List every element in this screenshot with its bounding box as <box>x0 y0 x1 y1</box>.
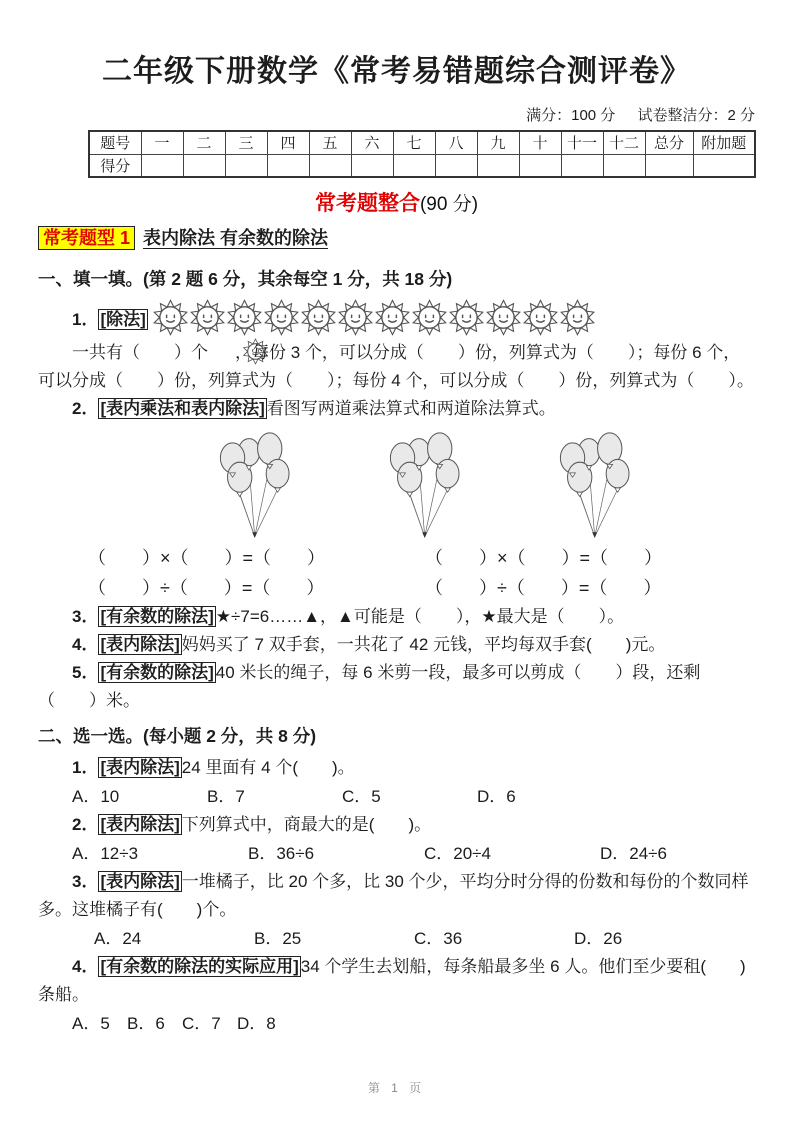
col-header: 四 <box>267 131 309 154</box>
choice3-text <box>38 868 755 924</box>
q1-number: 1． <box>72 310 99 329</box>
score-cell <box>645 154 693 177</box>
col-header: 八 <box>435 131 477 154</box>
score-table-header-row <box>89 131 755 154</box>
option-d: D．8 <box>237 1014 276 1033</box>
score-cell <box>225 154 267 177</box>
choice2-topic-tag: [表内除法] <box>100 815 180 834</box>
q1-head <box>38 299 755 336</box>
sun-icon <box>522 299 559 336</box>
sun-icon <box>152 299 189 336</box>
choice1-number: 1． <box>72 758 99 777</box>
option-c: C．20÷4 <box>424 844 491 863</box>
q3-number: 3． <box>72 607 99 626</box>
sun-icon <box>208 338 235 365</box>
col-header: 十一 <box>561 131 603 154</box>
balloon-bunch-image <box>360 425 488 543</box>
q3-topic-tag: [有余数的除法] <box>100 607 214 626</box>
option-a: A．12÷3 <box>72 844 139 863</box>
option-b: B．6 <box>127 1014 165 1033</box>
option-c: C．36 <box>414 929 463 948</box>
q5-topic-tag: [有余数的除法] <box>100 663 214 682</box>
multiplication-equation-blank: （ ）×（ ）=（ ） <box>88 548 326 568</box>
option-d: D．24÷6 <box>600 844 667 863</box>
division-equation-blank: （ ）÷（ ）=（ ） <box>425 578 662 598</box>
sun-icon <box>448 299 485 336</box>
option-d: D．26 <box>574 929 623 948</box>
option-b: B．7 <box>207 787 245 806</box>
choice2-body: 下列算式中，商最大的是( )。 <box>181 815 432 834</box>
balloon-row <box>190 425 755 543</box>
page-number: 第 1 页 <box>367 1081 426 1095</box>
col-header-total: 总分 <box>645 131 693 154</box>
choice4-topic-tag: [有余数的除法的实际应用] <box>100 957 299 976</box>
topic-line <box>38 224 755 250</box>
sun-icon <box>374 299 411 336</box>
choice4-options <box>38 1009 755 1038</box>
option-a: A．5 <box>72 1014 110 1033</box>
division-equation-blank: （ ）÷（ ）=（ ） <box>88 578 325 598</box>
score-cell <box>519 154 561 177</box>
full-score-label: 满分：100 分 <box>526 107 616 124</box>
score-cell <box>477 154 519 177</box>
score-cell <box>693 154 755 177</box>
topic-title: 表内除法 有余数的除法 <box>143 228 329 248</box>
score-cell <box>603 154 645 177</box>
choice3-options <box>38 924 755 953</box>
section-heading-red: 常考题整合 <box>314 192 420 215</box>
score-cell <box>351 154 393 177</box>
col-header: 九 <box>477 131 519 154</box>
sun-icon <box>300 299 337 336</box>
choice4-text <box>38 953 755 1009</box>
sun-icon <box>337 299 374 336</box>
option-b: B．25 <box>254 929 302 948</box>
option-d: D．6 <box>477 787 516 806</box>
page-title: 二年级下册数学《常考易错题综合测评卷》 <box>102 55 691 88</box>
col-header: 一 <box>141 131 183 154</box>
q3-text <box>38 603 755 631</box>
q1-text-after: ，每份 3 个，可以分成（ ）份，列算式为（ ）；每份 6 个，可以分成（ ）份，列算式为（ ）；每份 4 个，可以分成（ ）份，列算式为（ ）。 <box>38 343 754 390</box>
option-b: B．36÷6 <box>248 844 315 863</box>
choice2-text <box>38 811 755 839</box>
col-header: 三 <box>225 131 267 154</box>
option-c: C．5 <box>342 787 381 806</box>
choice3-topic-tag: [表内除法] <box>100 872 180 891</box>
sun-icon <box>559 299 596 336</box>
choice3-number: 3． <box>72 872 99 891</box>
neatness-score-label: 试卷整洁分：2 分 <box>637 107 755 124</box>
q5-text <box>38 659 755 715</box>
choice4-number: 4． <box>72 957 99 976</box>
section-heading <box>38 187 755 217</box>
col-header: 二 <box>183 131 225 154</box>
choice1-body: 24 里面有 4 个( )。 <box>181 758 355 777</box>
col-header: 十 <box>519 131 561 154</box>
q4-text <box>38 631 755 659</box>
q2-text <box>38 395 755 423</box>
sun-icon <box>263 299 300 336</box>
sun-icon <box>485 299 522 336</box>
col-header: 十二 <box>603 131 645 154</box>
score-cell <box>309 154 351 177</box>
balloon-bunch-image <box>190 425 318 543</box>
q3-body: ★÷7=6……▲，▲可能是（ ），★最大是（ ）。 <box>215 607 625 626</box>
score-cell <box>393 154 435 177</box>
choice1-options <box>38 782 755 811</box>
col-header: 六 <box>351 131 393 154</box>
score-cell <box>141 154 183 177</box>
choice2-number: 2． <box>72 815 99 834</box>
col-header-extra: 附加题 <box>693 131 755 154</box>
option-c: C．7 <box>182 1014 221 1033</box>
option-a: A．10 <box>72 787 120 806</box>
q1-label <box>72 305 148 330</box>
choice3-body: 一堆橘子，比 20 个多，比 30 个少，平均分时分得的份数和每份的个数同样多。这堆橘子有( )个。 <box>38 872 749 919</box>
q5-number: 5． <box>72 663 99 682</box>
sun-icon <box>226 299 263 336</box>
q4-topic-tag: [表内除法] <box>100 635 180 654</box>
option-a: A．24 <box>94 929 142 948</box>
score-table-score-row <box>89 154 755 177</box>
q4-number: 4． <box>72 635 99 654</box>
sun-row <box>152 299 596 336</box>
sun-icon <box>411 299 448 336</box>
sun-icon <box>189 299 226 336</box>
col-header: 五 <box>309 131 351 154</box>
choice2-options <box>38 839 755 868</box>
q4-body: 妈妈买了 7 双手套，一共花了 42 元钱，平均每双手套( )元。 <box>181 635 666 654</box>
q1-text-before: 一共有（ ）个 <box>72 343 208 362</box>
part2-heading: 二、选一选。(每小题 2 分，共 8 分) <box>38 726 317 746</box>
score-cell <box>267 154 309 177</box>
score-cell <box>183 154 225 177</box>
multiplication-equation-blank: （ ）×（ ）=（ ） <box>425 548 663 568</box>
balloon-bunch-image <box>530 425 658 543</box>
q1-text <box>38 338 755 395</box>
topic-badge: 常考题型 1 <box>38 226 135 250</box>
q2-instruction: 看图写两道乘法算式和两道除法算式。 <box>266 399 556 418</box>
q1-topic-tag: [除法] <box>100 310 146 329</box>
q2-number: 2． <box>72 399 99 418</box>
q2-equations <box>38 543 755 603</box>
score-cell <box>561 154 603 177</box>
choice4-body: 34 个学生去划船，每条船最多坐 6 人。他们至少要租( )条船。 <box>38 957 746 1004</box>
score-table <box>88 130 756 178</box>
q2-topic-tag: [表内乘法和表内除法] <box>100 399 265 418</box>
section-heading-points: (90 分) <box>419 194 479 215</box>
q5-body: 40 米长的绳子，每 6 米剪一段，最多可以剪成（ ）段，还剩（ ）米。 <box>38 663 701 710</box>
col-header: 七 <box>393 131 435 154</box>
choice1-text <box>38 754 755 782</box>
score-label: 得分 <box>89 154 141 177</box>
score-cell <box>435 154 477 177</box>
question-number-label: 题号 <box>89 131 141 154</box>
score-note <box>38 104 755 125</box>
part1-heading: 一、填一填。(第 2 题 6 分，其余每空 1 分，共 18 分) <box>38 269 453 289</box>
choice1-topic-tag: [表内除法] <box>100 758 180 777</box>
